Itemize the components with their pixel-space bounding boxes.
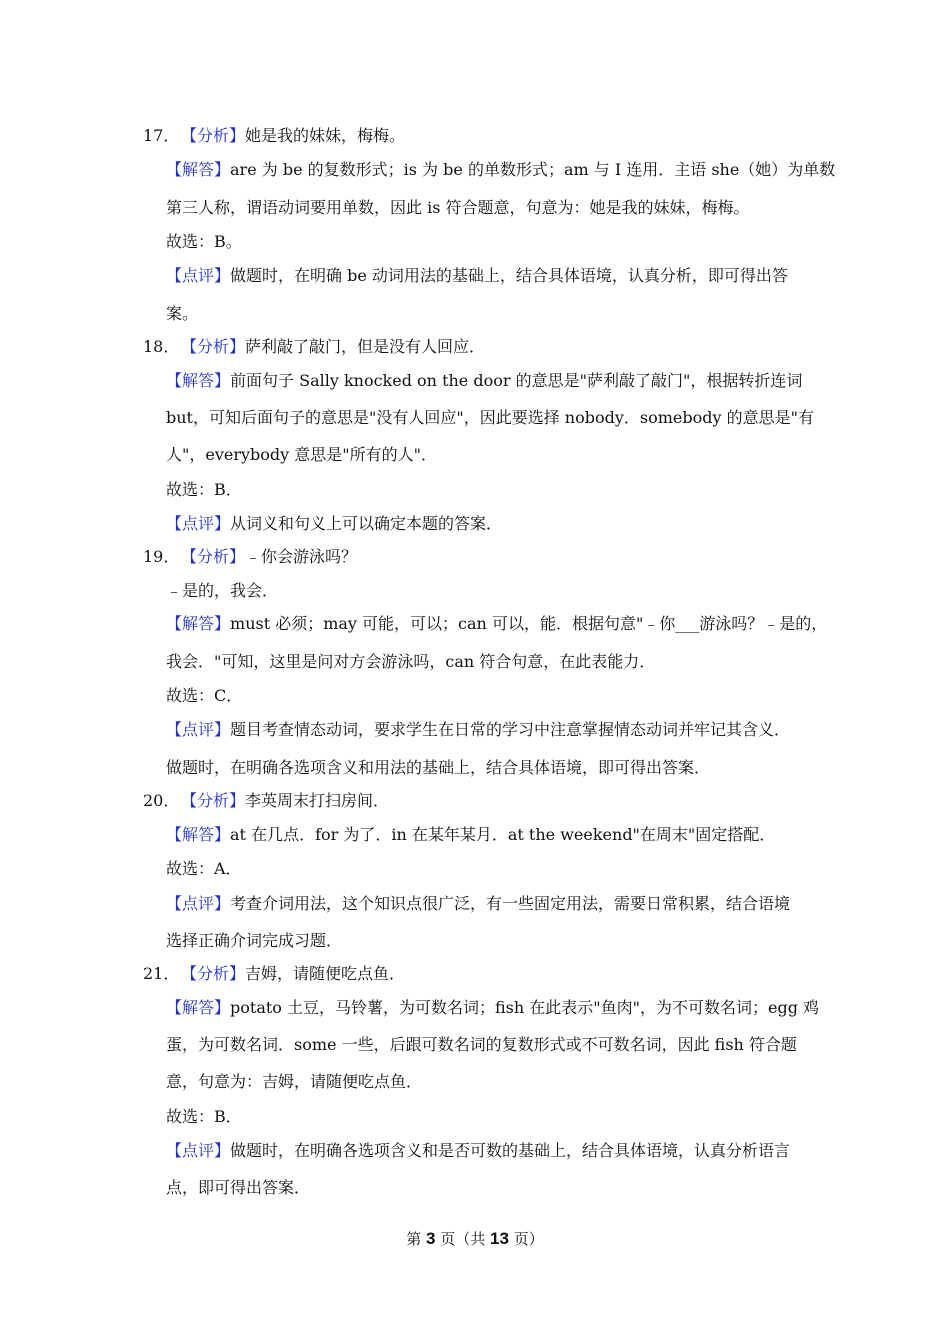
question-number: 17． <box>143 126 180 145</box>
question-number: 20． <box>143 791 180 810</box>
footer-middle: 页（共 <box>435 1230 491 1248</box>
q19-comment-line-1 <box>166 719 790 741</box>
analysis-tag: 【分析】 <box>181 126 246 145</box>
q21-answer-line-2: 蛋，为可数名词．some 一些，后跟可数名词的复数形式或不可数名词，因此 fish 符合题 <box>166 1035 797 1054</box>
q20-choice: 故选：A． <box>166 859 242 878</box>
analysis-tag: 【分析】 <box>181 791 246 810</box>
footer-prefix: 第 <box>406 1230 427 1248</box>
analysis-tag: 【分析】 <box>181 547 246 566</box>
footer-total-pages: 13 <box>490 1229 509 1248</box>
comment-tag: 【点评】 <box>166 514 231 533</box>
comment-tag: 【点评】 <box>166 1141 231 1160</box>
question-number: 18． <box>143 337 180 356</box>
comment-text: 从词义和句义上可以确定本题的答案． <box>230 514 503 533</box>
q18-answer-line-3: 人"，everybody 意思是"所有的人"． <box>166 445 437 464</box>
q18-analysis <box>143 336 485 358</box>
analysis-text: 李英周末打扫房间． <box>245 791 390 810</box>
answer-tag: 【解答】 <box>166 614 231 633</box>
comment-text: 做题时，在明确各选项含义和是否可数的基础上，结合具体语境，认真分析语言 <box>230 1141 791 1160</box>
answer-text: potato 土豆，马铃薯，为可数名词；fish 在此表示"鱼肉"，为不可数名词；egg 鸡 <box>230 998 820 1017</box>
comment-tag: 【点评】 <box>166 720 231 739</box>
footer-suffix: 页） <box>508 1230 544 1248</box>
comment-tag: 【点评】 <box>166 266 231 285</box>
q20-comment-line-2: 选择正确介词完成习题． <box>166 931 343 950</box>
question-number: 21． <box>143 964 180 983</box>
page-footer <box>0 1228 950 1250</box>
answer-text: must 必须；may 可能，可以；can 可以，能．根据句意"﹣你___游泳吗？﹣是的， <box>230 614 828 633</box>
analysis-tag: 【分析】 <box>181 964 246 983</box>
answer-text: are 为 be 的复数形式；is 为 be 的单数形式；am 与 I 连用．主语 she（她）为单数 <box>230 160 836 179</box>
q19-choice: 故选：C． <box>166 686 243 705</box>
q17-analysis <box>143 125 405 147</box>
comment-text: 题目考查情态动词，要求学生在日常的学习中注意掌握情态动词并牢记其含义． <box>230 720 791 739</box>
answer-tag: 【解答】 <box>166 825 231 844</box>
q17-answer-line-1 <box>166 159 835 181</box>
q20-analysis <box>143 790 389 812</box>
answer-tag: 【解答】 <box>166 371 231 390</box>
analysis-text: 吉姆，请随便吃点鱼． <box>245 964 406 983</box>
comment-text: 考查介词用法，这个知识点很广泛，有一些固定用法，需要日常积累，结合语境 <box>230 894 791 913</box>
analysis-tag: 【分析】 <box>181 337 246 356</box>
q19-analysis-cont: ﹣是的，我会． <box>166 581 279 600</box>
footer-page-number: 3 <box>426 1229 436 1248</box>
q17-choice: 故选：B。 <box>166 232 242 251</box>
q18-answer-line-2: but，可知后面句子的意思是"没有人回应"，因此要选择 nobody．somebody 的意思是"有 <box>166 408 814 427</box>
comment-tag: 【点评】 <box>166 894 231 913</box>
q21-answer-line-3: 意，句意为：吉姆，请随便吃点鱼． <box>166 1072 423 1091</box>
q17-comment-line-2: 案。 <box>166 304 199 323</box>
q19-answer-line-1 <box>166 613 827 635</box>
analysis-text: 萨利敲了敲门，但是没有人回应． <box>245 337 486 356</box>
q21-choice: 故选：B． <box>166 1107 242 1126</box>
q20-answer-line-1 <box>166 824 775 846</box>
q19-analysis <box>143 546 357 568</box>
analysis-text: ﹣你会游泳吗？ <box>245 547 358 566</box>
answer-text: at 在几点．for 为了．in 在某年某月．at the weekend"在周末"固定搭配． <box>230 825 776 844</box>
q18-comment-line-1 <box>166 513 502 535</box>
q21-comment-line-1 <box>166 1140 790 1162</box>
comment-text: 做题时，在明确 be 动词用法的基础上，结合具体语境，认真分析，即可得出答 <box>230 266 788 285</box>
analysis-text: 她是我的妹妹，梅梅。 <box>245 126 406 145</box>
q18-choice: 故选：B． <box>166 480 242 499</box>
answer-tag: 【解答】 <box>166 160 231 179</box>
answer-text: 前面句子 Sally knocked on the door 的意思是"萨利敲了敲门"，根据转折连词 <box>230 371 803 390</box>
q17-answer-line-2: 第三人称，谓语动词要用单数，因此 is 符合题意，句意为：她是我的妹妹，梅梅。 <box>166 198 750 217</box>
q21-analysis <box>143 963 405 985</box>
q17-comment-line-1 <box>166 265 788 287</box>
q20-comment-line-1 <box>166 893 790 915</box>
q19-comment-line-2: 做题时，在明确各选项含义和用法的基础上，结合具体语境，即可得出答案． <box>166 758 711 777</box>
q21-comment-line-2: 点，即可得出答案． <box>166 1178 311 1197</box>
q21-answer-line-1 <box>166 997 819 1019</box>
q18-answer-line-1 <box>166 370 802 392</box>
q19-answer-line-2: 我会．"可知，这里是问对方会游泳吗，can 符合句意，在此表能力． <box>166 652 656 671</box>
question-number: 19． <box>143 547 180 566</box>
answer-tag: 【解答】 <box>166 998 231 1017</box>
